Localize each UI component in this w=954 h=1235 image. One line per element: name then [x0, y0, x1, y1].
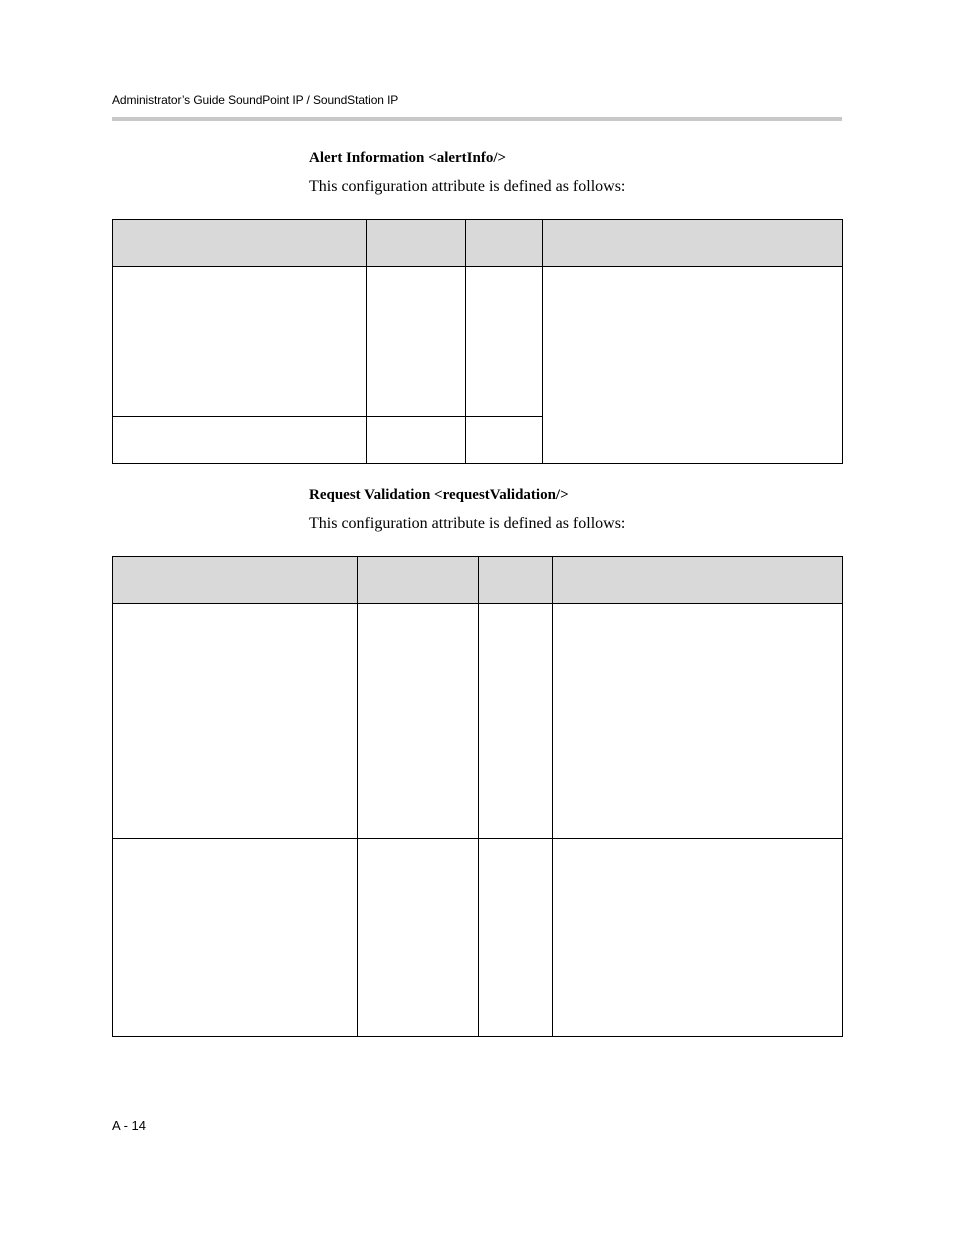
table-cell	[479, 839, 553, 1037]
table-cell	[358, 839, 479, 1037]
header-cell	[113, 557, 358, 604]
table-cell	[466, 417, 543, 464]
section-intro-request-validation: This configuration attribute is defined as follows:	[309, 515, 626, 532]
header-cell	[479, 557, 553, 604]
table-cell	[113, 267, 367, 417]
table-cell	[553, 839, 843, 1037]
alert-info-table	[112, 219, 843, 464]
table-cell	[553, 604, 843, 839]
header-cell	[543, 220, 843, 267]
request-validation-table	[112, 556, 843, 1037]
table-cell	[367, 267, 466, 417]
page-number: A - 14	[112, 1118, 146, 1133]
table-row	[113, 839, 843, 1037]
header-cell	[367, 220, 466, 267]
table-row	[113, 604, 843, 839]
header-cell	[358, 557, 479, 604]
section-intro-alert-info: This configuration attribute is defined as follows:	[309, 178, 626, 195]
table-cell	[113, 417, 367, 464]
header-cell	[466, 220, 543, 267]
header-cell	[113, 220, 367, 267]
header-cell	[553, 557, 843, 604]
table-cell	[479, 604, 553, 839]
header-rule	[112, 117, 842, 121]
table-cell	[466, 267, 543, 417]
section-heading-alert-info: Alert Information <alertInfo/>	[309, 150, 507, 166]
table-cell	[367, 417, 466, 464]
table-cell	[113, 604, 358, 839]
table-cell	[543, 267, 843, 464]
section-heading-request-validation: Request Validation <requestValidation/>	[309, 487, 569, 503]
table-header-row	[113, 557, 843, 604]
table-cell	[113, 839, 358, 1037]
running-header: Administrator’s Guide SoundPoint IP / SoundStation IP	[112, 93, 399, 107]
table-header-row	[113, 220, 843, 267]
table-row	[113, 267, 843, 417]
table-cell	[358, 604, 479, 839]
